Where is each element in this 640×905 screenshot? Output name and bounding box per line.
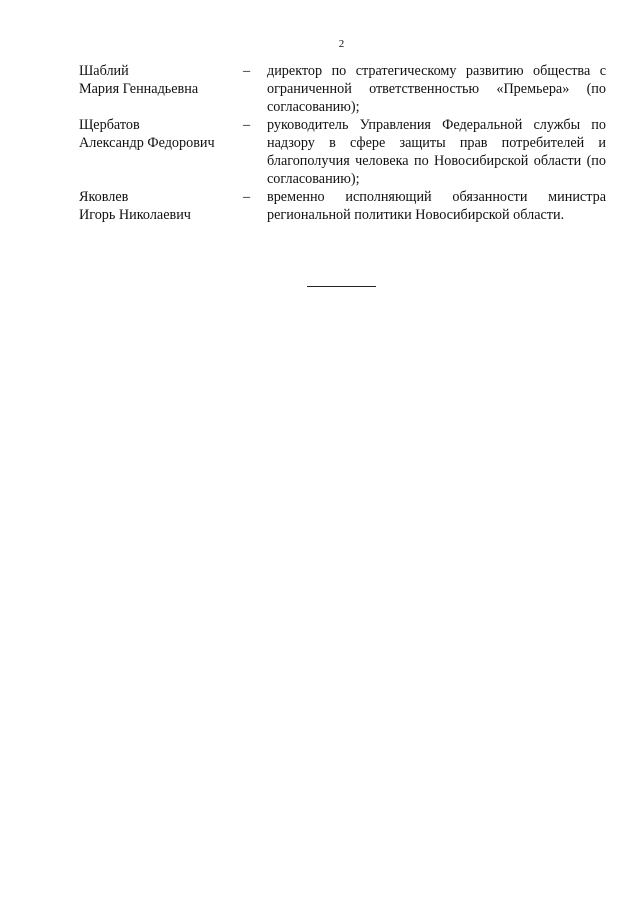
member-name <box>79 116 243 152</box>
member-name <box>79 188 243 224</box>
member-dash: – <box>243 63 251 79</box>
member-given-names: Игорь Николаевич <box>79 207 191 223</box>
members-list <box>79 62 609 224</box>
member-position: временно исполняющий обязанности министра региональной политики Новосибирской области. <box>267 189 606 223</box>
member-dash: – <box>243 117 251 133</box>
member-name <box>79 62 243 98</box>
member-position: директор по стратегическому развитию общества с ограниченной ответственностью «Премьера» (по согласованию); <box>267 63 606 115</box>
member-dash: – <box>243 189 251 205</box>
member-surname: Щербатов <box>79 117 140 133</box>
member-row <box>79 62 609 116</box>
member-surname: Шаблий <box>79 63 129 79</box>
member-position: руководитель Управления Федеральной службы по надзору в сфере защиты прав потребителей и благополучия человека по Новосибирской области (по согласованию); <box>267 117 606 187</box>
member-row <box>79 116 609 188</box>
member-given-names: Мария Геннадьевна <box>79 81 199 97</box>
member-given-names: Александр Федорович <box>79 135 215 151</box>
page-number: 2 <box>338 38 345 50</box>
member-row <box>79 188 609 224</box>
end-of-list-rule <box>307 286 376 287</box>
member-surname: Яковлев <box>79 189 129 205</box>
